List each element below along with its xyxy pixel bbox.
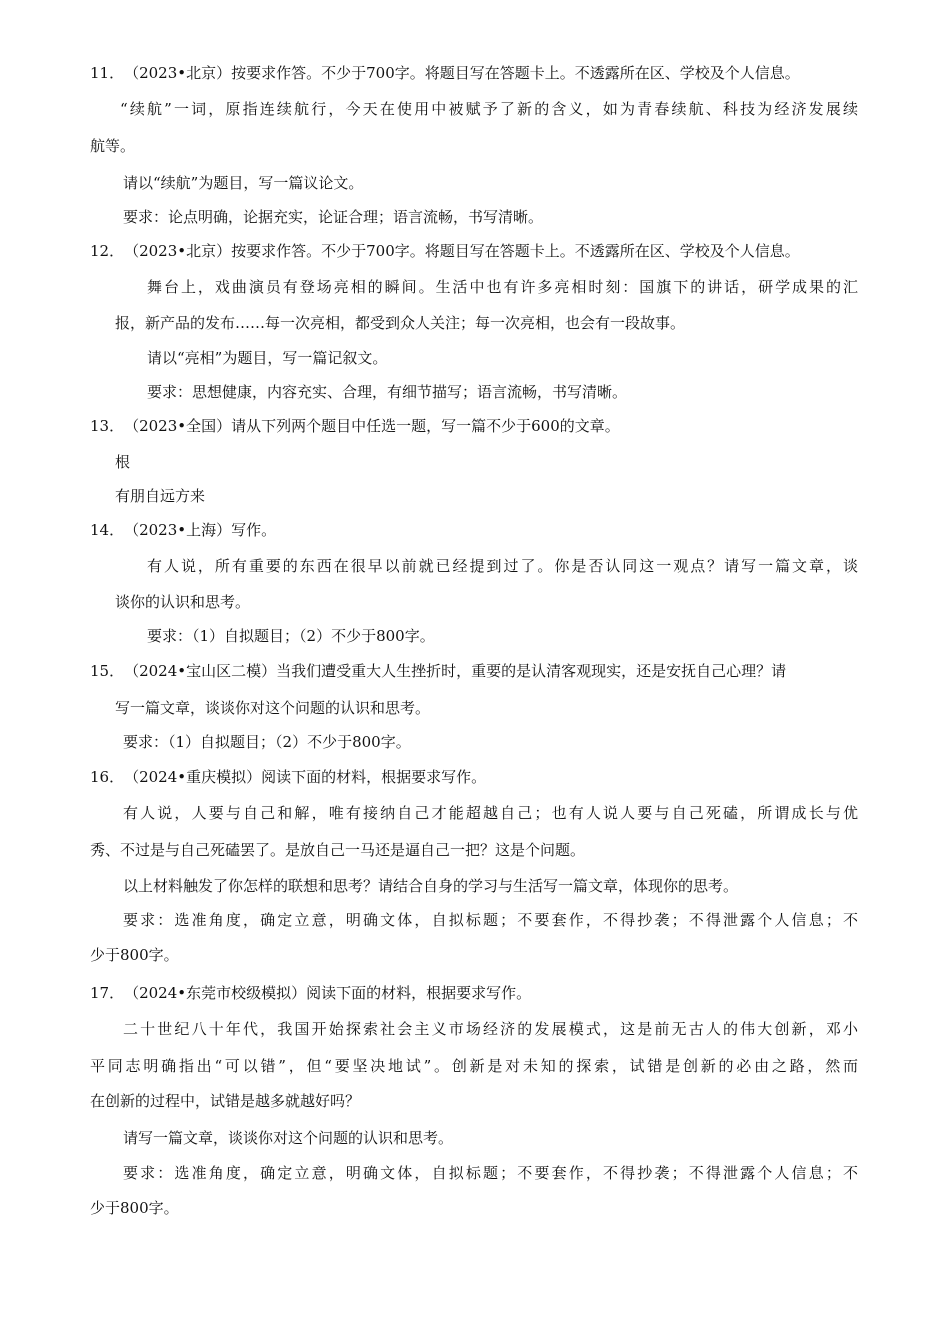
- q12-requirements: 要求：思想健康，内容充实、合理，有细节描写；语言流畅，书写清晰。: [147, 383, 628, 401]
- q12-header: [90, 240, 860, 262]
- q16-header: [90, 766, 950, 788]
- q16-material-line: 秀、不过是与自己死磕罢了。是放自己一马还是逼自己一把？这是个问题。: [90, 841, 586, 859]
- q17-requirements: 要求：选准角度，确定立意，明确文体，自拟标题；不要套作，不得抄袭；不得泄露个人信息；不: [123, 1164, 858, 1182]
- q15-requirements: 要求：（1）自拟题目；（2）不少于800字。: [123, 733, 411, 751]
- question-number: 15．: [90, 662, 125, 680]
- question-source: （2023•上海）写作。: [124, 521, 277, 539]
- question-number: 17．: [90, 984, 125, 1002]
- q11-prompt: 请以“续航”为题目，写一篇议论文。: [123, 174, 364, 192]
- q13-option: 有朋自远方来: [115, 487, 206, 505]
- q12-material-line: 舞台上，戏曲演员有登场亮相的瞬间。生活中也有许多亮相时刻：国旗下的讲话，研学成果的汇: [147, 278, 858, 296]
- q17-material-line: 二十世纪八十年代，我国开始探索社会主义市场经济的发展模式，这是前无古人的伟大创新，邓小: [123, 1020, 858, 1038]
- q12-material-line: 报，新产品的发布……每一次亮相，都受到众人关注；每一次亮相，也会有一段故事。: [115, 314, 686, 332]
- question-source: （2024•东莞市校级模拟）阅读下面的材料，根据要求写作。: [124, 984, 532, 1002]
- question-number: 13．: [90, 417, 125, 435]
- question-number: 14．: [90, 521, 125, 539]
- q14-requirements: 要求：（1）自拟题目；（2）不少于800字。: [147, 627, 435, 645]
- q11-header: [90, 62, 860, 84]
- question-number: 12．: [90, 242, 125, 260]
- q12-prompt: 请以“亮相”为题目，写一篇记叙文。: [147, 349, 388, 367]
- q17-prompt: 请写一篇文章，谈谈你对这个问题的认识和思考。: [123, 1129, 454, 1147]
- q14-material-line: 谈你的认识和思考。: [115, 593, 251, 611]
- q11-requirements: 要求：论点明确，论据充实，论证合理；语言流畅，书写清晰。: [123, 208, 544, 226]
- q11-material-line: “续航”一词，原指连续航行，今天在使用中被赋予了新的含义，如为青春续航、科技为经济发展续: [120, 100, 858, 118]
- q17-requirements-cont: 少于800字。: [90, 1199, 179, 1217]
- q13-option: 根: [115, 453, 131, 471]
- q15-material-line: 写一篇文章，谈谈你对这个问题的认识和思考。: [115, 699, 431, 717]
- question-source: （2023•全国）请从下列两个题目中任选一题，写一篇不少于600的文章。: [124, 417, 620, 435]
- q17-material-line: 平同志明确指出“可以错”，但“要坚决地试”。创新是对未知的探索，试错是创新的必由之路，然而: [90, 1057, 858, 1075]
- q13-header: [90, 415, 950, 437]
- question-source: （2024•重庆模拟）阅读下面的材料，根据要求写作。: [124, 768, 487, 786]
- question-source: （2023•北京）按要求作答。不少于700字。将题目写在答题卡上。不透露所在区、学校及个人信息。: [124, 242, 800, 260]
- question-number: 11．: [90, 64, 125, 82]
- q14-header: [90, 519, 950, 541]
- question-source: （2023•北京）按要求作答。不少于700字。将题目写在答题卡上。不透露所在区、学校及个人信息。: [124, 64, 800, 82]
- q16-requirements: 要求：选准角度，确定立意，明确文体，自拟标题；不要套作，不得抄袭；不得泄露个人信息；不: [123, 911, 858, 929]
- q15-header: [90, 660, 858, 682]
- question-source: （2024•宝山区二模）当我们遭受重大人生挫折时，重要的是认清客观现实，还是安抚自己心理？请: [124, 662, 787, 680]
- question-number: 16．: [90, 768, 125, 786]
- q11-material-line: 航等。: [90, 137, 136, 155]
- q14-material-line: 有人说，所有重要的东西在很早以前就已经提到过了。你是否认同这一观点？请写一篇文章，谈: [147, 557, 858, 575]
- q16-requirements-cont: 少于800字。: [90, 946, 179, 964]
- q16-material-line: 有人说，人要与自己和解，唯有接纳自己才能超越自己；也有人说人要与自己死磕，所谓成长与优: [123, 804, 858, 822]
- q17-material-line: 在创新的过程中，试错是越多就越好吗？: [90, 1092, 361, 1110]
- q16-prompt: 以上材料触发了你怎样的联想和思考？请结合自身的学习与生活写一篇文章，体现你的思考。: [123, 877, 739, 895]
- q17-header: [90, 982, 950, 1004]
